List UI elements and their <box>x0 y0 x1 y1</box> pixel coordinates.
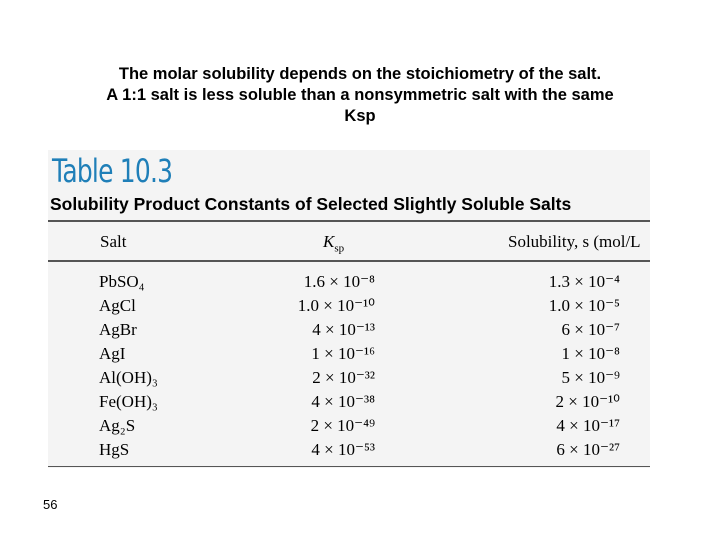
table-caption: Solubility Product Constants of Selected Slightly Soluble Salts <box>50 194 572 214</box>
ksp-symbol: K <box>323 232 335 251</box>
slide-heading <box>40 64 680 127</box>
solubility-cell: 1.0 × 10⁻⁵ <box>548 296 620 315</box>
table-top-rule <box>48 220 650 222</box>
table-row <box>48 320 650 344</box>
solubility-cell: 1 × 10⁻⁸ <box>561 344 620 363</box>
solubility-cell: 5 × 10⁻⁹ <box>561 368 620 387</box>
column-header-salt: Salt <box>100 232 127 251</box>
ksp-cell: 4 × 10⁻⁵³ <box>311 440 375 459</box>
table-number: Table 10.3 <box>52 152 173 190</box>
solubility-cell: 6 × 10⁻⁷ <box>561 320 620 339</box>
salt-cell: PbSO₄ <box>99 272 145 291</box>
ksp-cell: 1.6 × 10⁻⁸ <box>303 272 375 291</box>
salt-cell: HgS <box>99 440 130 459</box>
table-header-rule <box>48 260 650 262</box>
table-row <box>48 416 650 440</box>
ksp-cell: 4 × 10⁻¹³ <box>312 320 375 339</box>
heading-line-2: A 1:1 salt is less soluble than a nonsymmetric salt with the same <box>106 86 614 104</box>
table-row <box>48 440 650 464</box>
table-row <box>48 392 650 416</box>
heading-line-3: Ksp <box>344 107 376 125</box>
column-header-solubility: Solubility, s (mol/L <box>508 232 641 251</box>
table-row <box>48 296 650 320</box>
salt-cell: AgBr <box>99 320 137 339</box>
solubility-cell: 6 × 10⁻²⁷ <box>556 440 620 459</box>
salt-cell: Fe(OH)₃ <box>99 392 158 411</box>
table-row <box>48 368 650 392</box>
solubility-cell: 4 × 10⁻¹⁷ <box>556 416 620 435</box>
ksp-cell: 1 × 10⁻¹⁶ <box>311 344 375 363</box>
solubility-table-image <box>48 150 650 468</box>
ksp-cell: 1.0 × 10⁻¹⁰ <box>297 296 375 315</box>
salt-cell: Al(OH)₃ <box>99 368 158 387</box>
ksp-cell: 2 × 10⁻³² <box>312 368 375 387</box>
column-header-ksp <box>323 232 344 254</box>
solubility-cell: 2 × 10⁻¹⁰ <box>555 392 620 411</box>
heading-line-1: The molar solubility depends on the stoichiometry of the salt. <box>118 65 602 83</box>
ksp-subscript: sp <box>334 242 345 255</box>
ksp-cell: 4 × 10⁻³⁸ <box>311 392 375 411</box>
solubility-cell: 1.3 × 10⁻⁴ <box>548 272 620 291</box>
page-number: 56 <box>43 497 58 512</box>
table-row <box>48 344 650 368</box>
salt-cell: Ag₂S <box>99 416 136 435</box>
table-body <box>48 272 650 464</box>
ksp-cell: 2 × 10⁻⁴⁹ <box>310 416 375 435</box>
table-row <box>48 272 650 296</box>
salt-cell: AgI <box>99 344 126 363</box>
table-bottom-rule <box>48 466 650 467</box>
salt-cell: AgCl <box>99 296 136 315</box>
